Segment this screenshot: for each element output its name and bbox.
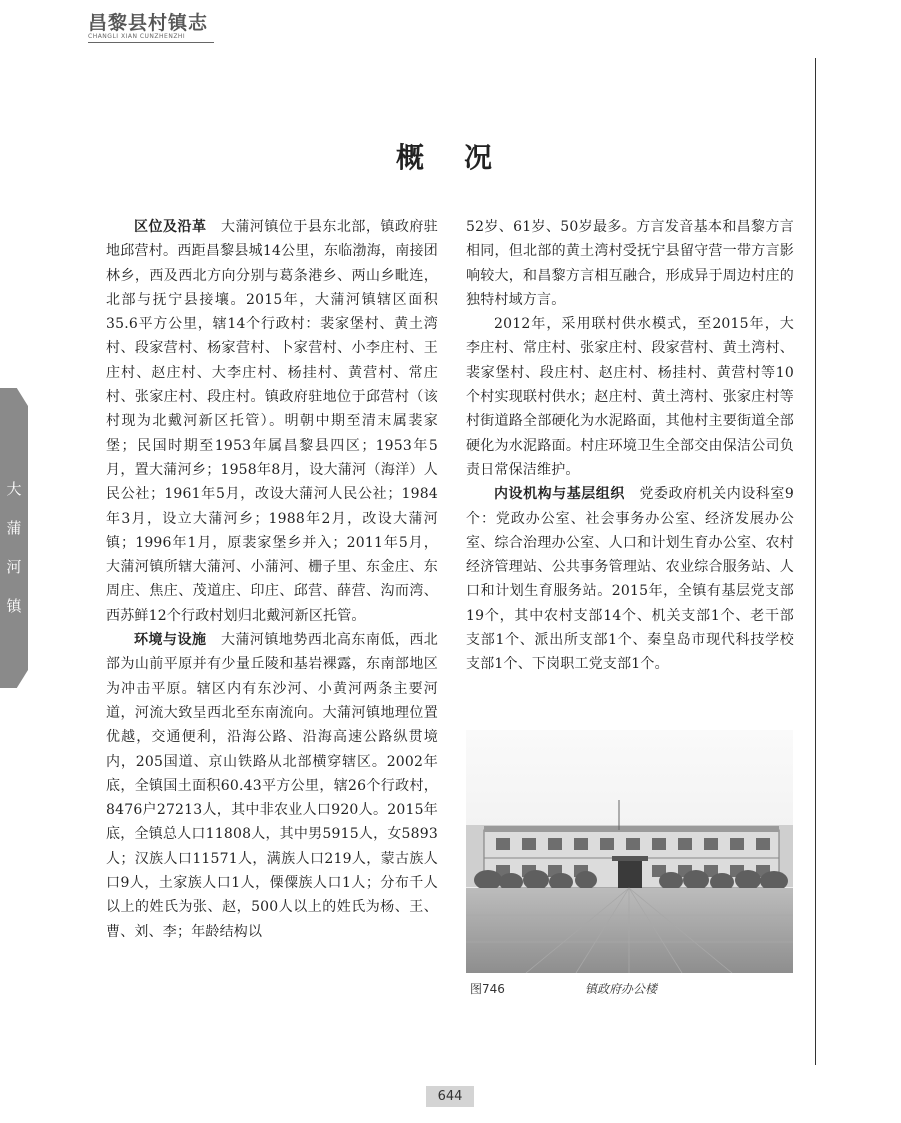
figure-caption: 镇政府办公楼 xyxy=(585,982,658,996)
paragraph xyxy=(466,312,794,482)
paragraph-text: 2012年，采用联村供水模式，至2015年，大李庄村、常庄村、张家庄村、段家营村、黄土湾村、裴家堡村、段庄村、赵庄村、杨挂村、黄营村等10个村实现联村供水；赵庄村、黄土湾村、张家庄村等村街道路全部硬化为水泥路面，其他村主要街道全部硬化为水泥路面。村庄环境卫生全部交由保洁公司负责日常保洁维护。 xyxy=(466,316,794,478)
building-illustration xyxy=(466,730,793,973)
town-government-building-photo xyxy=(466,730,793,973)
page-title: 概况 xyxy=(396,141,533,174)
book-title: 昌黎县村镇志 xyxy=(88,12,209,34)
paragraph-heading: 区位及沿革 xyxy=(134,219,207,235)
page-number: 644 xyxy=(426,1086,474,1107)
paragraph xyxy=(106,215,438,628)
paragraph xyxy=(466,215,794,312)
left-column xyxy=(106,215,438,944)
figure-number: 图746 xyxy=(470,982,505,996)
paragraph-text: 大蒲河镇位于县东北部，镇政府驻地邱营村。西距昌黎县城14公里，东临渤海，南接团林乡，西及西北方向分别与葛条港乡、两山乡毗连，北部与抚宁县接壤。2015年，大蒲河镇辖区面积35.6平方公里，辖14个行政村：裴家堡村、黄土湾村、段家营村、杨家营村、卜家营村、小李庄村、王庄村、赵庄村、大李庄村、杨挂村、黄营村、常庄村、张家庄村、段庄村。镇政府驻地位于邱营村（该村现为北戴河新区托管）。明朝中期至清末属裴家堡；民国时期至1953年属昌黎县四区；1953年5月，置大蒲河乡；1958年8月，设大蒲河（海洋）人民公社；1961年5月，改设大蒲河人民公社；1984年3月，设立大蒲河乡；1988年2月，改设大蒲河镇；1996年1月，原裴家堡乡并入；2011年5月，大蒲河镇所辖大蒲河、小蒲河、栅子里、东金庄、东周庄、焦庄、茂道庄、印庄、邱营、薛营、沟而湾、西苏鲜12个行政村划归北戴河新区托管。 xyxy=(106,219,439,624)
header-rule xyxy=(88,42,214,43)
margin-rule xyxy=(815,58,816,1065)
paragraph-text: 党委政府机关内设科室9个：党政办公室、社会事务办公室、经济发展办公室、综合治理办公室、人口和计划生育办公室、农村经济管理站、公共事务管理站、农业综合服务站、人口和计划生育服务站。2015年，全镇有基层党支部19个，其中农村支部14个、机关支部1个、老干部支部1个、派出所支部1个、秦皇岛市现代科技学校支部1个、下岗职工党支部1个。 xyxy=(466,486,794,673)
paragraph-text: 大蒲河镇地势西北高东南低，西北部为山前平原并有少量丘陵和基岩裸露，东南部地区为冲击平原。辖区内有东沙河、小黄河两条主要河道，河流大致呈西北至东南流向。大蒲河镇地理位置优越，交通便利，沿海公路、沿海高速公路纵贯境内，205国道、京山铁路从北部横穿辖区。2002年底，全镇国土面积60.43平方公里，辖26个行政村，8476户27213人，其中非农业人口920人。2015年底，全镇总人口11808人，其中男5915人，女5893人；汉族人口11571人，满族人口219人，蒙古族人口9人，土家族人口1人，傈僳族人口1人；分布千人以上的姓氏为张、赵，500人以上的姓氏为杨、王、曹、刘、李；年龄结构以 xyxy=(106,632,439,940)
paragraph-heading: 环境与设施 xyxy=(134,632,207,649)
paragraph-text: 52岁、61岁、50岁最多。方言发音基本和昌黎方言相同，但北部的黄土湾村受抚宁县留守营一带方言影响较大，和昌黎方言相互融合，形成异于周边村庄的独特村域方言。 xyxy=(466,219,794,308)
right-column xyxy=(466,215,794,677)
side-tab-label-text: 大蒲河镇 xyxy=(6,480,22,615)
paragraph xyxy=(466,482,794,676)
paragraph-heading: 内设机构与基层组织 xyxy=(494,486,625,503)
side-tab-label xyxy=(0,470,28,626)
book-subtitle: CHANGLI XIAN CUNZHENZHI xyxy=(88,33,186,40)
paragraph xyxy=(106,628,438,944)
